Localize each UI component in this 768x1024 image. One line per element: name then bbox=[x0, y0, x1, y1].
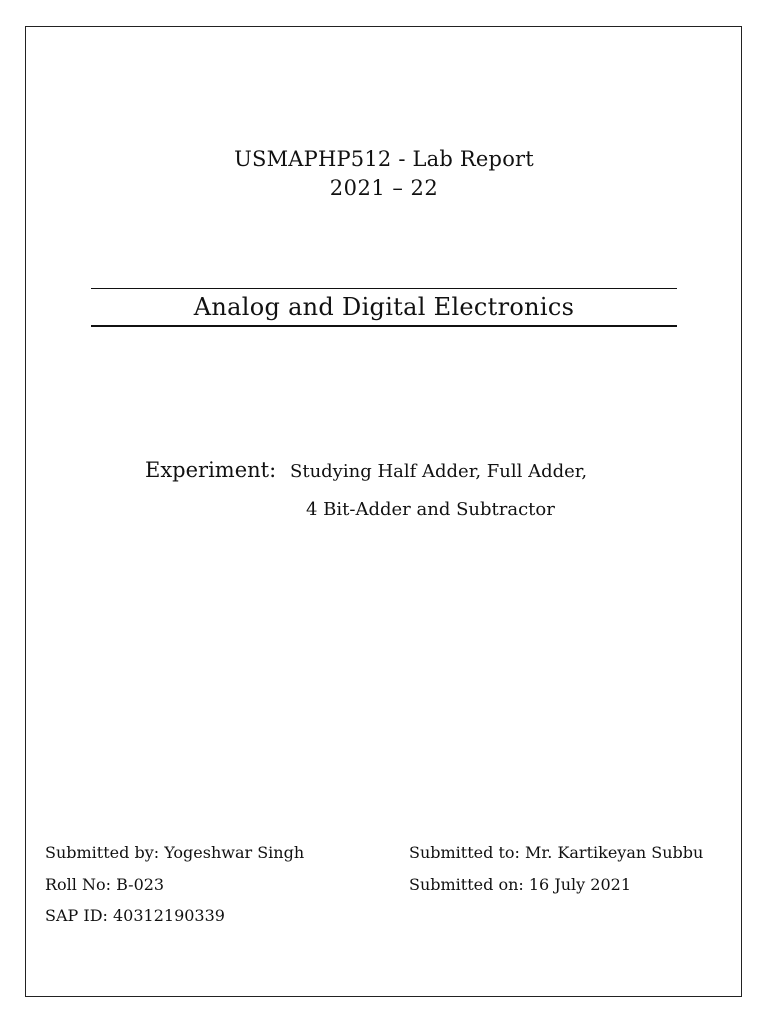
roll-number: Roll No: B-023 bbox=[45, 875, 165, 894]
experiment-label: Experiment: bbox=[145, 458, 277, 482]
sap-id: SAP ID: 40312190339 bbox=[45, 906, 225, 925]
subject-title: Analog and Digital Electronics bbox=[193, 293, 575, 321]
submitted-on: Submitted on: 16 July 2021 bbox=[409, 875, 631, 894]
experiment-title-line2: 4 Bit-Adder and Subtractor bbox=[306, 499, 555, 520]
title-bottom-rule bbox=[91, 325, 677, 327]
title-top-rule bbox=[91, 288, 677, 289]
report-year: 2021 – 22 bbox=[329, 176, 439, 200]
submitted-to: Submitted to: Mr. Kartikeyan Subbu bbox=[409, 843, 704, 862]
experiment-title-line1: Studying Half Adder, Full Adder, bbox=[290, 461, 588, 482]
submitted-by: Submitted by: Yogeshwar Singh bbox=[45, 843, 305, 862]
report-course-code: USMAPHP512 - Lab Report bbox=[234, 147, 534, 171]
